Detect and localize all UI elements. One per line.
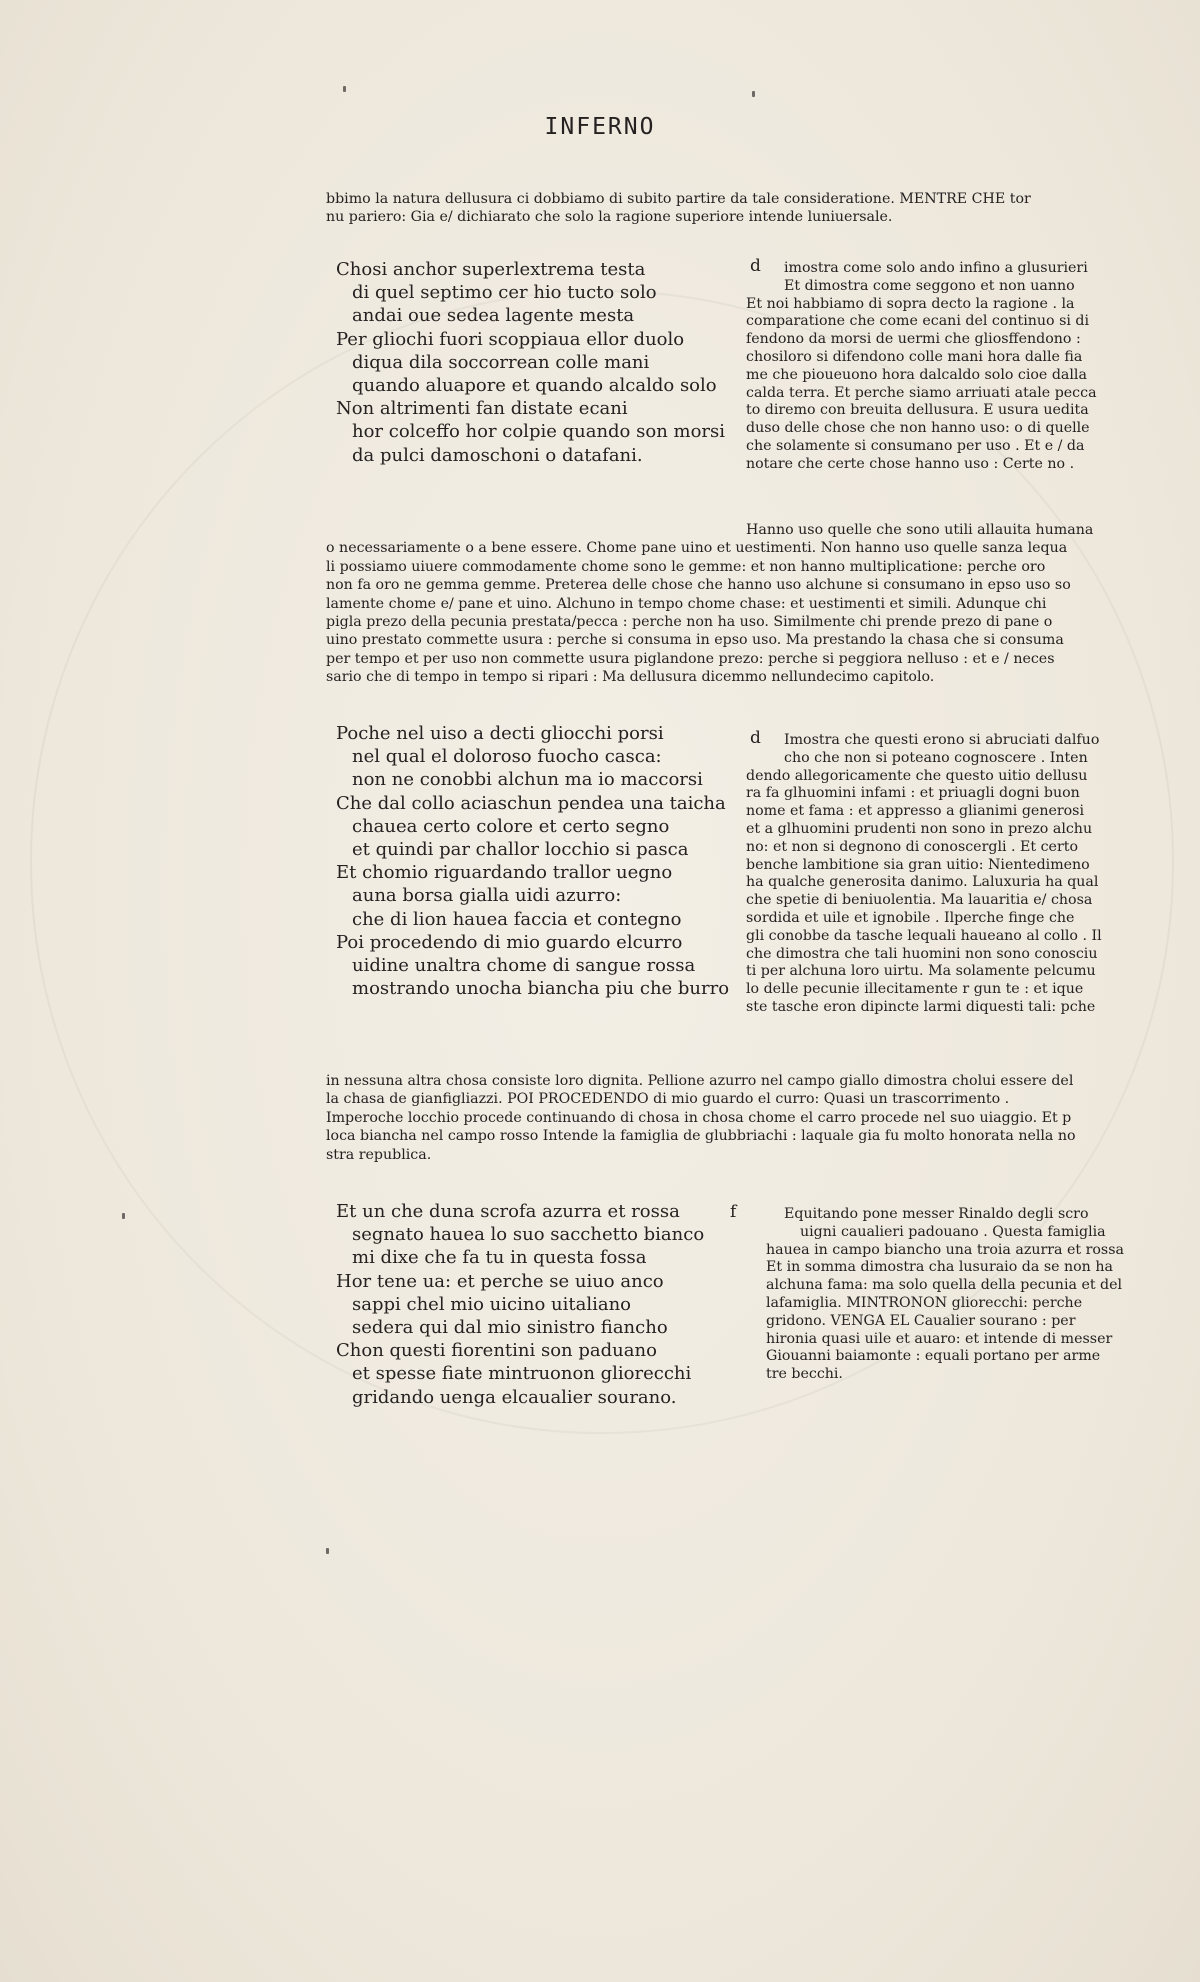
- commentary-line: et a glhuomini prudenti non sono in prezo alchu: [746, 820, 1093, 837]
- verse-line: non ne conobbi alchun ma io maccorsi: [352, 769, 703, 791]
- prose-line: in nessuna altra chosa consiste loro dignita. Pellione azurro nel campo giallo dimostra cholui essere del: [326, 1073, 1074, 1089]
- prose-line: per tempo et per uso non commette usura piglandone prezo: perche si peggiora nelluso : et e / neces: [326, 650, 1055, 667]
- verse-line: Hor tene ua: et perche se uiuo anco: [336, 1270, 664, 1292]
- prose-line: stra republica.: [326, 1146, 432, 1163]
- commentary-line: fendono da morsi de uermi che gliosffendono :: [746, 331, 1081, 348]
- commentary-line: dendo allegoricamente che questo uitio dellusu: [746, 767, 1088, 784]
- verse-line: Et chomio riguardando trallor uegno: [336, 862, 673, 884]
- verse-stanza-3: [336, 1200, 726, 1409]
- verse-line: hor colceffo hor colpie quando son morsi: [352, 421, 726, 443]
- commentary-line: uigni caualieri padouano . Questa famiglia: [800, 1223, 1106, 1240]
- commentary-line: notare che certe chose hanno uso : Certe no .: [746, 455, 1075, 472]
- verse-line: sedera qui dal mio sinistro fiancho: [352, 1317, 668, 1339]
- prose-line: Hanno uso quelle che sono utili allauita humana: [746, 522, 1094, 538]
- verse-line: chauea certo colore et certo segno: [352, 815, 670, 837]
- commentary-line: nome et fama : et appresso a glianimi generosi: [746, 803, 1084, 820]
- prose-block-3: [326, 1072, 1110, 1164]
- verse-line: Chon questi fiorentini son paduano: [336, 1340, 657, 1362]
- commentary-line: chosiloro si difendono colle mani hora dalle fia: [746, 348, 1083, 365]
- commentary-line: Equitando pone messer Rinaldo degli scro: [784, 1206, 1089, 1222]
- verse-line: Che dal collo aciaschun pendea una taicha: [336, 792, 726, 814]
- ink-speck: [343, 86, 346, 92]
- ink-speck: [752, 91, 755, 97]
- verse-line: Et un che duna scrofa azurra et rossa: [336, 1201, 680, 1222]
- commentary-line: alchuna fama: ma solo quella della pecunia et del: [766, 1277, 1123, 1294]
- verse-line: quando aluapore et quando alcaldo solo: [352, 375, 717, 397]
- prose-block-2: [326, 521, 1110, 687]
- commentary-line: Et noi habbiamo di sopra decto la ragione . la: [746, 295, 1075, 312]
- commentary-line: Et in somma dimostra cha lusuraio da se non ha: [766, 1259, 1113, 1276]
- commentary-line: sordida et uile et ignobile . Ilperche finge che: [746, 909, 1075, 926]
- commentary-line: imostra come solo ando infino a glusurieri: [784, 260, 1088, 276]
- verse-line: sappi chel mio uicino uitaliano: [352, 1293, 632, 1315]
- verse-line: di quel septimo cer hio tucto solo: [352, 282, 657, 304]
- commentary-line: gli conobbe da tasche lequali haueano al collo . Il: [746, 927, 1102, 944]
- prose-line: bbimo la natura dellusura ci dobbiamo di subito partire da tale consideratione. MENTRE CHE tor: [326, 191, 1031, 207]
- commentary-line: comparatione che come ecani del continuo si di: [746, 313, 1090, 330]
- prose-block-1: [326, 190, 1110, 227]
- commentary-block-1: [746, 260, 1112, 474]
- commentary-line: duso delle chose che non hanno uso: o di quelle: [746, 420, 1090, 437]
- commentary-line: che spetie di beniuolentia. Ma lauaritia e/ chosa: [746, 892, 1093, 909]
- verse-line: da pulci damoschoni o datafani.: [352, 444, 643, 466]
- page-header: INFERNO: [544, 114, 656, 140]
- commentary-initial-1: d: [750, 256, 761, 276]
- commentary-block-3: [766, 1206, 1124, 1384]
- commentary-initial-2: d: [750, 728, 761, 748]
- commentary-line: ti per alchuna loro uirtu. Ma solamente pelcumu: [746, 963, 1096, 980]
- commentary-line: cho che non si poteano cognoscere . Inten: [784, 749, 1088, 766]
- verse-line: che di lion hauea faccia et contegno: [352, 908, 682, 930]
- prose-line: la chasa de gianfigliazzi. POI PROCEDENDO di mio guardo el curro: Quasi un trascorrimento .: [326, 1091, 1010, 1108]
- verse-line: mostrando unocha biancha piu che burro: [352, 978, 730, 1000]
- verse-line: nel qual el doloroso fuocho casca:: [352, 746, 662, 768]
- verse-line: diqua dila soccorrean colle mani: [352, 351, 650, 373]
- commentary-line: lafamiglia. MINTRONON gliorecchi: perche: [766, 1294, 1083, 1311]
- commentary-line: Imostra che questi erono si abruciati dalfuo: [784, 732, 1100, 748]
- commentary-line: me che pioueuono hora dalcaldo solo cioe dalla: [746, 366, 1087, 383]
- commentary-block-2: [746, 732, 1112, 1017]
- prose-line: pigla prezo della pecunia prestata/pecca : perche non ha uso. Similmente chi prende prezo di pane o: [326, 614, 1053, 631]
- commentary-line: tre becchi.: [766, 1366, 843, 1383]
- verse-line: Non altrimenti fan distate ecani: [336, 398, 628, 420]
- verse-line: andai oue sedea lagente mesta: [352, 305, 635, 327]
- prose-line: li possiamo uiuere commodamente chome sono le gemme: et non hanno multiplicatione: perche oro: [326, 558, 1046, 575]
- commentary-line: hauea in campo biancho una troia azurra et rossa: [766, 1241, 1124, 1258]
- prose-line: loca biancha nel campo rosso Intende la famiglia de glubbriachi : laquale gia fu molto honorata nella no: [326, 1128, 1076, 1145]
- commentary-line: no: et non si degnono di conoscergli . Et certo: [746, 838, 1078, 855]
- commentary-line: gridono. VENGA EL Caualier sourano : per: [766, 1312, 1076, 1329]
- commentary-line: ha qualche generosita danimo. Laluxuria ha qual: [746, 874, 1099, 891]
- commentary-line: ra fa glhuomini infami : et priuagli dogni buon: [746, 785, 1080, 802]
- commentary-line: to diremo con breuita dellusura. E usura uedita: [746, 402, 1089, 419]
- prose-line: sario che di tempo in tempo si ripari : Ma dellusura dicemmo nellundecimo capitolo.: [326, 669, 935, 686]
- verse-line: mi dixe che fa tu in questa fossa: [352, 1247, 647, 1269]
- commentary-line: che solamente si consumano per uso . Et e / da: [746, 437, 1085, 454]
- commentary-line: Giouanni baiamonte : equali portano per arme: [766, 1348, 1101, 1365]
- verse-line: Poi procedendo di mio guardo elcurro: [336, 931, 683, 953]
- commentary-line: benche lambitione sia gran uitio: Nientedimeno: [746, 856, 1090, 873]
- prose-line: non fa oro ne gemma gemme. Preterea delle chose che hanno uso alchune si consumano in epso uso so: [326, 577, 1071, 594]
- verse-line: uidine unaltra chome di sangue rossa: [352, 955, 696, 977]
- verse-line: gridando uenga elcaualier sourano.: [352, 1386, 677, 1408]
- verse-line: Chosi anchor superlextrema testa: [336, 259, 646, 280]
- prose-line: o necessariamente o a bene essere. Chome pane uino et uestimenti. Non hanno uso quelle sanza lequa: [326, 540, 1068, 557]
- verse-line: auna borsa gialla uidi azurro:: [352, 885, 622, 907]
- verse-line: segnato hauea lo suo sacchetto bianco: [352, 1224, 705, 1246]
- verse-stanza-2: [336, 722, 730, 1000]
- ink-speck: [122, 1213, 125, 1219]
- prose-line: nu pariero: Gia e/ dichiarato che solo la ragione superiore intende luniuersale.: [326, 209, 893, 226]
- verse-line: Poche nel uiso a decti gliocchi porsi: [336, 723, 664, 744]
- prose-line: lamente chome e/ pane et uino. Alchuno in tempo chome chase: et uestimenti et simili. Adunque chi: [326, 595, 1047, 612]
- commentary-line: che dimostra che tali huomini non sono conosciu: [746, 945, 1098, 962]
- verse-line: et quindi par challor locchio si pasca: [352, 839, 689, 861]
- commentary-line: Et dimostra come seggono et non uanno: [784, 277, 1075, 294]
- commentary-line: hironia quasi uile et auaro: et intende di messer: [766, 1330, 1113, 1347]
- prose-line: Imperoche locchio procede continuando di chosa in chosa chome el carro procede nel suo uiaggio. Et p: [326, 1109, 1072, 1126]
- verse-stanza-1: [336, 258, 726, 467]
- commentary-line: ste tasche eron dipincte larmi diquesti tali: pche: [746, 998, 1096, 1015]
- commentary-line: calda terra. Et perche siamo arriuati atale pecca: [746, 384, 1097, 401]
- verse-line: Per gliochi fuori scoppiaua ellor duolo: [336, 328, 685, 350]
- verse-line: et spesse fiate mintruonon gliorecchi: [352, 1363, 692, 1385]
- commentary-initial-3: f: [730, 1202, 737, 1222]
- ink-speck: [326, 1548, 329, 1554]
- prose-line: uino prestato commette usura : perche si consuma in epso uso. Ma prestando la chasa che si consuma: [326, 632, 1064, 649]
- commentary-line: lo delle pecunie illecitamente r gun te : et ique: [746, 981, 1084, 998]
